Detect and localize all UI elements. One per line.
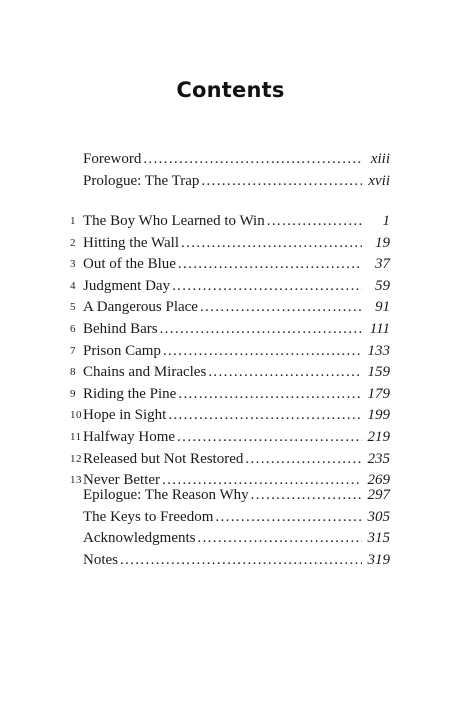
toc-page-number: xiii bbox=[370, 151, 390, 167]
chapter-number: 13 bbox=[70, 474, 82, 487]
toc-entry-epilogue[interactable] bbox=[70, 485, 390, 507]
toc-entry-label: Released but Not Restored bbox=[83, 450, 244, 467]
chapter-number: 1 bbox=[70, 215, 76, 227]
toc-page-number: 219 bbox=[367, 428, 390, 445]
page-title: Contents bbox=[176, 78, 285, 102]
chapter-number: 12 bbox=[70, 452, 82, 465]
toc-entry-label: Riding the Pine bbox=[83, 385, 177, 402]
toc-entry-chapter-11[interactable] bbox=[70, 427, 390, 449]
dot-leader bbox=[245, 449, 361, 471]
toc-entry-chapter-12[interactable] bbox=[70, 449, 390, 471]
toc-page-number: 319 bbox=[367, 551, 390, 568]
dot-leader bbox=[215, 507, 361, 529]
toc-entry-chapter-7[interactable] bbox=[70, 341, 390, 363]
toc-entry-label: Judgment Day bbox=[83, 277, 171, 294]
toc-entry-chapter-9[interactable] bbox=[70, 384, 390, 406]
dot-leader bbox=[201, 171, 362, 193]
toc-entry-label: The Boy Who Learned to Win bbox=[83, 213, 265, 229]
toc-page-number: 269 bbox=[367, 472, 390, 489]
dot-leader bbox=[267, 211, 362, 233]
toc-page-number: 59 bbox=[375, 277, 390, 294]
toc-page-number: xvii bbox=[368, 172, 390, 189]
toc-entry-label: Prison Camp bbox=[83, 342, 161, 359]
toc-entry-label: Epilogue: The Reason Why bbox=[83, 487, 249, 503]
toc-entry-label: Foreword bbox=[83, 151, 142, 167]
toc-page-number: 315 bbox=[367, 530, 390, 547]
toc-entry-chapter-5[interactable] bbox=[70, 297, 390, 319]
chapter-number: 9 bbox=[70, 387, 76, 400]
front-matter-list bbox=[70, 149, 390, 192]
toc-entry-label: Notes bbox=[83, 551, 118, 568]
chapter-number: 7 bbox=[70, 344, 76, 357]
dot-leader bbox=[143, 149, 362, 171]
chapter-number: 2 bbox=[70, 236, 76, 249]
chapter-number: 10 bbox=[70, 409, 82, 422]
dot-leader bbox=[181, 233, 362, 255]
toc-entry-label: Hitting the Wall bbox=[83, 234, 180, 251]
toc-entry-label: The Keys to Freedom bbox=[83, 508, 214, 525]
toc-page-number: 159 bbox=[367, 364, 390, 381]
dot-leader bbox=[251, 485, 362, 507]
chapter-number: 4 bbox=[70, 279, 76, 292]
toc-page-number: 133 bbox=[367, 342, 390, 359]
chapter-number: 3 bbox=[70, 258, 76, 271]
toc-page-number: 111 bbox=[369, 320, 390, 337]
toc-entry-chapter-8[interactable] bbox=[70, 362, 390, 384]
toc-entry-notes[interactable] bbox=[70, 550, 390, 572]
dot-leader bbox=[178, 254, 362, 276]
toc-entry-chapter-6[interactable] bbox=[70, 319, 390, 341]
toc-entry-label: A Dangerous Place bbox=[83, 299, 198, 316]
toc-entry-prologue[interactable] bbox=[70, 171, 390, 193]
toc-entry-label: Chains and Miracles bbox=[83, 364, 207, 381]
dot-leader bbox=[120, 550, 362, 572]
chapter-number: 8 bbox=[70, 366, 76, 379]
toc-page-number: 91 bbox=[375, 299, 390, 316]
dot-leader bbox=[200, 297, 362, 319]
dot-leader bbox=[160, 319, 362, 341]
dot-leader bbox=[177, 427, 361, 449]
toc-entry-label: Hope in Sight bbox=[83, 407, 167, 424]
toc-entry-label: Halfway Home bbox=[83, 428, 176, 445]
toc-entry-chapter-3[interactable] bbox=[70, 254, 390, 276]
toc-entry-keys-to-freedom[interactable] bbox=[70, 507, 390, 529]
toc-page-number: 235 bbox=[367, 450, 390, 467]
toc-entry-acknowledgments[interactable] bbox=[70, 528, 390, 550]
dot-leader bbox=[168, 405, 361, 427]
toc-page-number: 297 bbox=[367, 487, 390, 503]
dot-leader bbox=[197, 528, 361, 550]
chapter-number: 11 bbox=[70, 430, 82, 443]
chapter-number: 6 bbox=[70, 322, 76, 335]
chapter-number: 5 bbox=[70, 301, 76, 314]
toc-entry-chapter-2[interactable] bbox=[70, 233, 390, 255]
toc-entry-foreword[interactable] bbox=[70, 149, 390, 171]
dot-leader bbox=[163, 341, 362, 363]
chapter-list bbox=[70, 211, 390, 492]
toc-page-number: 199 bbox=[367, 407, 390, 424]
toc-page-number: 305 bbox=[367, 508, 390, 525]
toc-page-number: 19 bbox=[375, 234, 390, 251]
dot-leader bbox=[208, 362, 361, 384]
toc-entry-label: Never Better bbox=[83, 472, 161, 489]
dot-leader bbox=[178, 384, 361, 406]
toc-entry-label: Out of the Blue bbox=[83, 256, 176, 273]
toc-page-number: 1 bbox=[382, 213, 390, 229]
toc-entry-chapter-4[interactable] bbox=[70, 276, 390, 298]
dot-leader bbox=[172, 276, 362, 298]
back-matter-list bbox=[70, 485, 390, 571]
toc-entry-chapter-10[interactable] bbox=[70, 405, 390, 427]
toc-entry-label: Prologue: The Trap bbox=[83, 172, 200, 189]
toc-page-number: 37 bbox=[375, 256, 390, 273]
toc-entry-chapter-1[interactable] bbox=[70, 211, 390, 233]
toc-entry-label: Behind Bars bbox=[83, 320, 158, 337]
toc-page-number: 179 bbox=[367, 385, 390, 402]
toc-entry-label: Acknowledgments bbox=[83, 530, 196, 547]
